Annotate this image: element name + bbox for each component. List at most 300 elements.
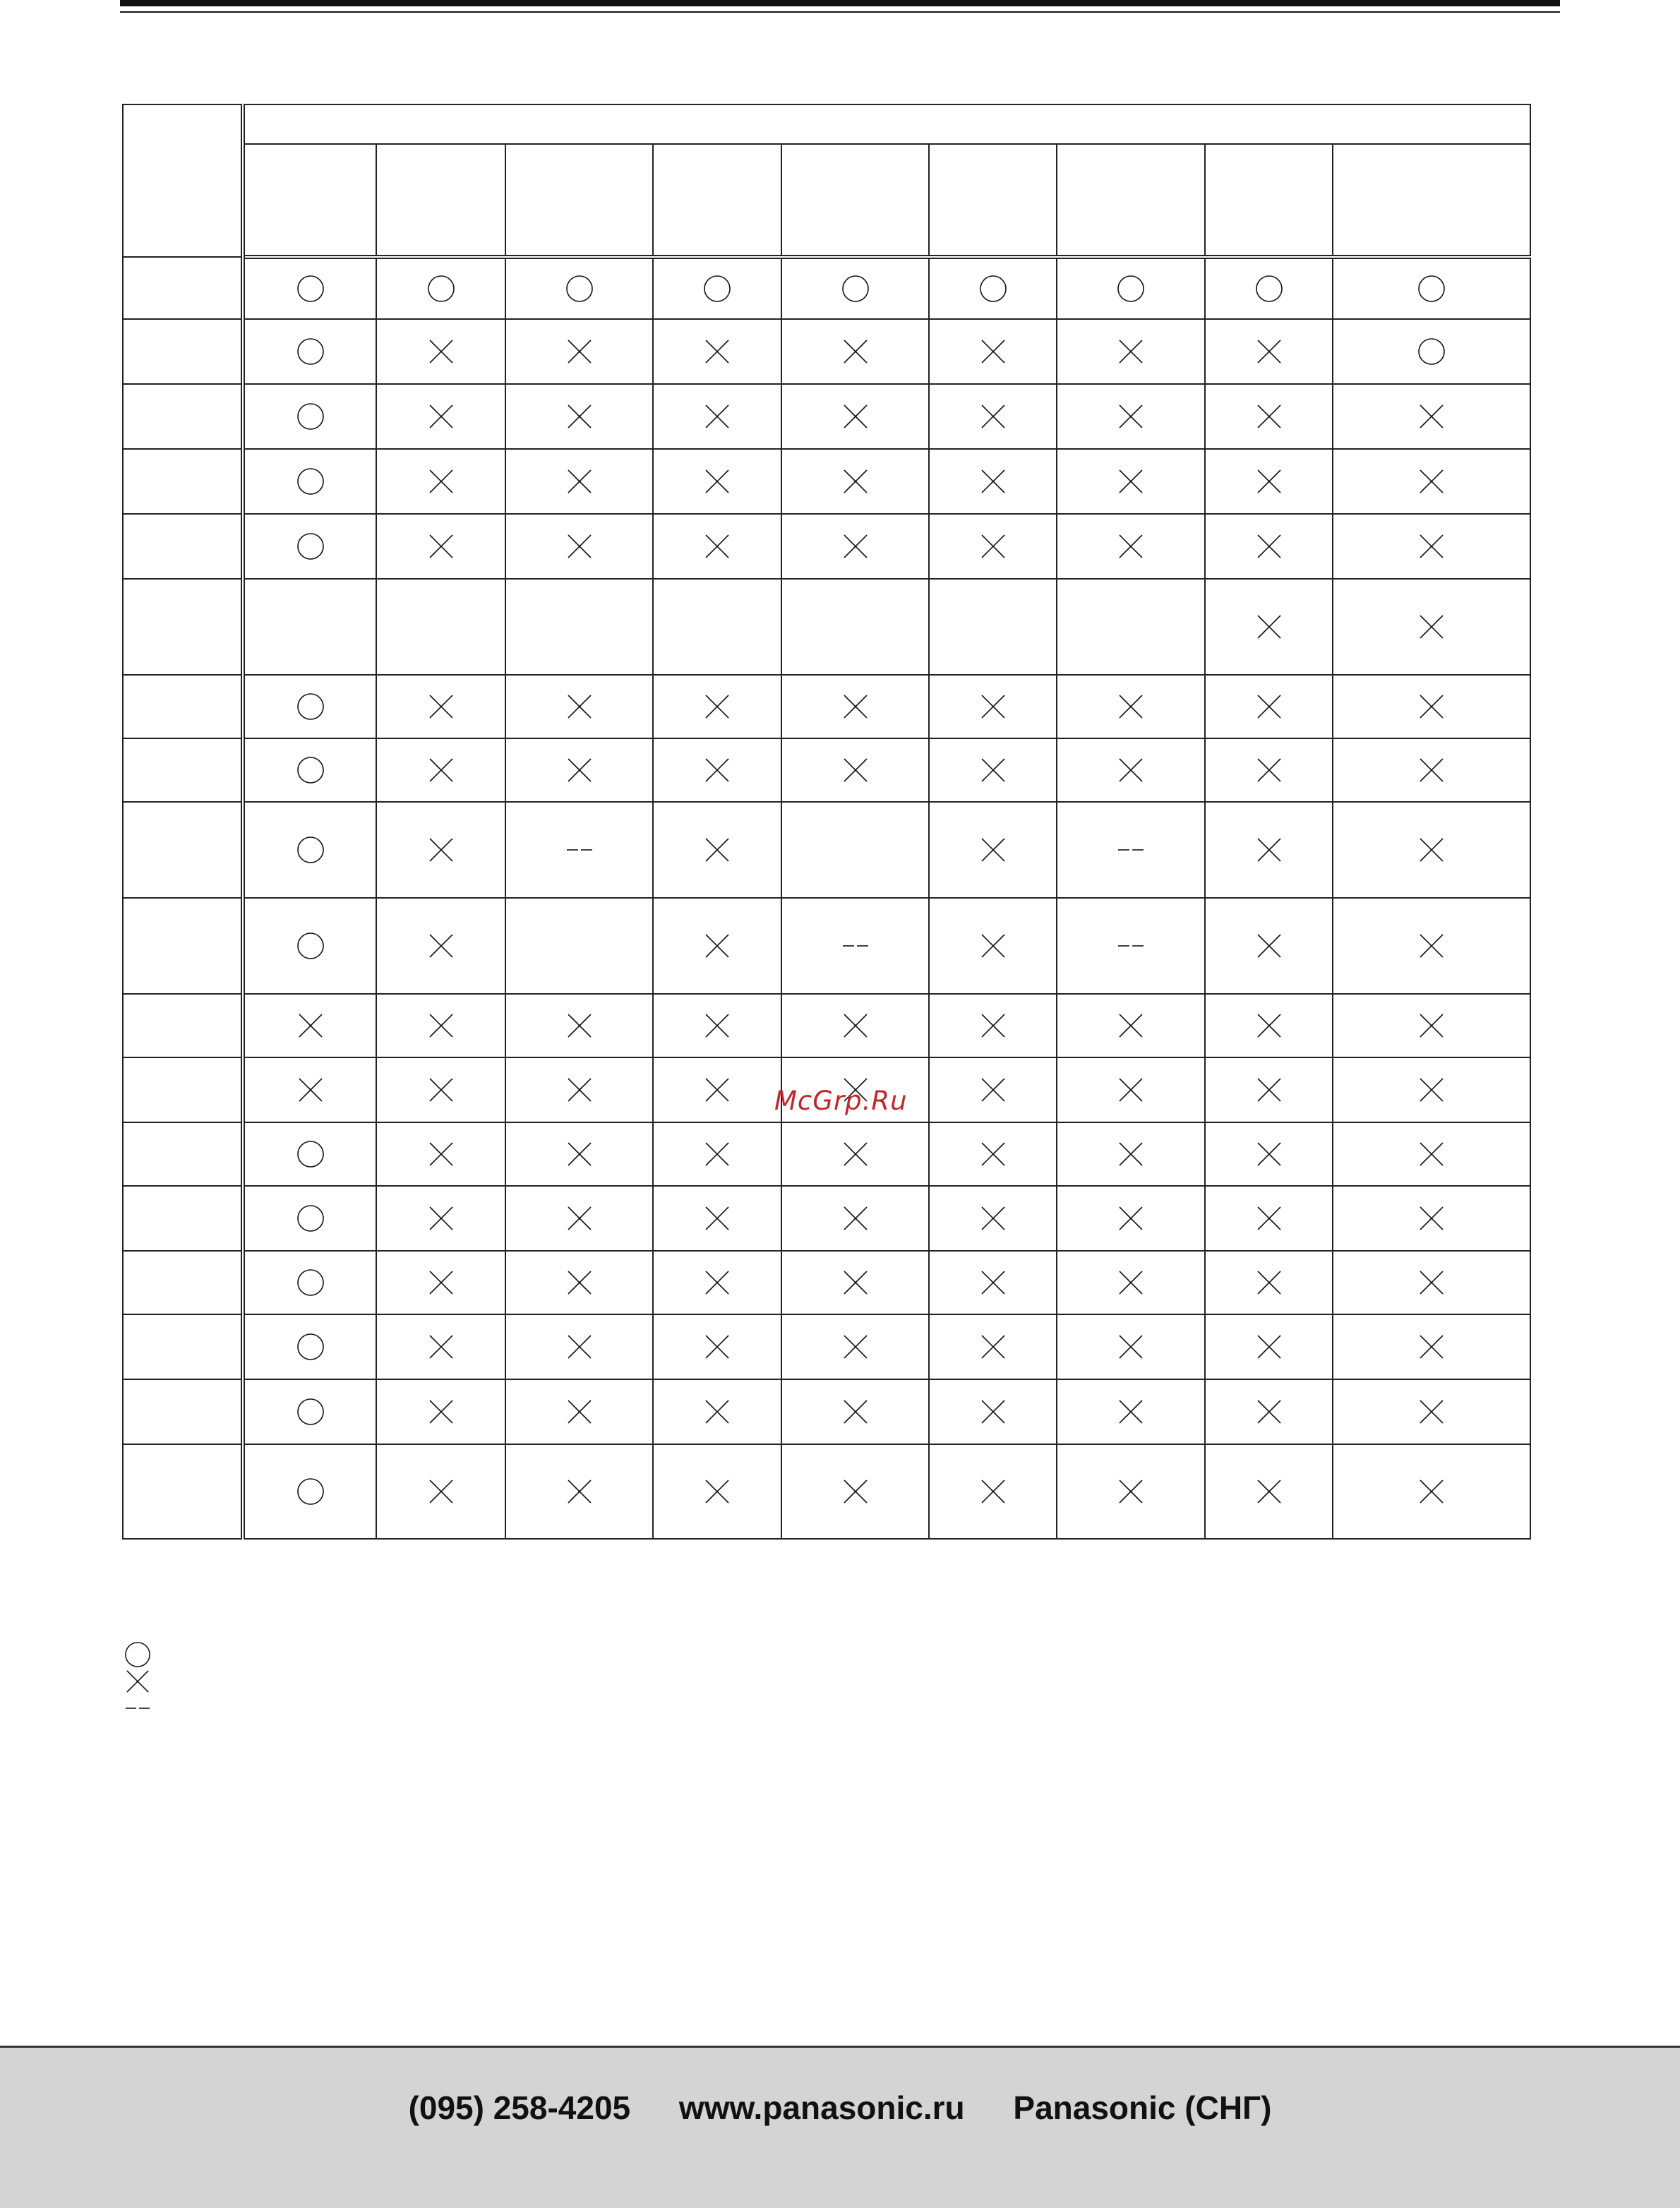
table-cell bbox=[1333, 579, 1530, 675]
table-cell bbox=[505, 675, 653, 738]
table-cell bbox=[376, 319, 505, 384]
cross-icon bbox=[703, 1076, 731, 1104]
column-header bbox=[1057, 144, 1205, 257]
cross-icon bbox=[1417, 1012, 1446, 1040]
cross-icon bbox=[841, 467, 870, 496]
cross-icon bbox=[565, 1477, 594, 1506]
table-cell bbox=[1057, 1057, 1205, 1122]
legend-item-dash bbox=[124, 1695, 151, 1722]
cross-icon bbox=[296, 1012, 325, 1040]
table-cell bbox=[781, 1314, 929, 1379]
table-cell bbox=[243, 1379, 376, 1444]
cross-icon bbox=[427, 337, 455, 366]
cross-icon bbox=[1417, 532, 1446, 560]
row-header bbox=[123, 449, 243, 514]
table-cell bbox=[1205, 898, 1333, 994]
cross-icon bbox=[1417, 1398, 1446, 1426]
table-cell bbox=[929, 1444, 1057, 1539]
table-cell bbox=[1333, 994, 1530, 1057]
table-cell bbox=[243, 802, 376, 898]
circle-icon bbox=[1417, 275, 1446, 303]
table-cell bbox=[1333, 802, 1530, 898]
table-cell bbox=[1057, 738, 1205, 802]
cross-icon bbox=[427, 1477, 455, 1506]
cross-icon bbox=[427, 1398, 455, 1426]
cross-icon bbox=[1255, 932, 1283, 960]
table-cell bbox=[505, 1057, 653, 1122]
cross-icon bbox=[1417, 836, 1446, 864]
table-cell bbox=[1333, 1379, 1530, 1444]
table-cell bbox=[781, 675, 929, 738]
table-cell bbox=[1057, 675, 1205, 738]
table-cell bbox=[376, 514, 505, 579]
circle-icon bbox=[296, 1398, 325, 1426]
row-header bbox=[123, 994, 243, 1057]
table-cell bbox=[243, 1186, 376, 1251]
circle-icon bbox=[296, 692, 325, 721]
cross-icon bbox=[1255, 692, 1283, 721]
table-row bbox=[123, 802, 1530, 898]
cross-icon bbox=[1417, 692, 1446, 721]
table-cell bbox=[929, 579, 1057, 675]
cross-icon bbox=[427, 532, 455, 560]
table-cell bbox=[505, 384, 653, 449]
footer-bar bbox=[0, 2046, 1680, 2208]
footer-contact-line bbox=[0, 2089, 1680, 2127]
table-cell bbox=[376, 1186, 505, 1251]
row-header bbox=[123, 738, 243, 802]
cross-icon bbox=[703, 1477, 731, 1506]
cross-icon bbox=[703, 692, 731, 721]
table-cell bbox=[781, 319, 929, 384]
table-cell bbox=[376, 994, 505, 1057]
circle-icon bbox=[703, 275, 731, 303]
cross-icon bbox=[565, 1398, 594, 1426]
table-cell bbox=[376, 802, 505, 898]
cross-icon bbox=[979, 1076, 1007, 1104]
table-cell bbox=[505, 1314, 653, 1379]
cross-icon bbox=[565, 756, 594, 784]
cross-icon bbox=[427, 402, 455, 431]
table-cell bbox=[781, 514, 929, 579]
table-cell bbox=[243, 1057, 376, 1122]
table-cell bbox=[1333, 384, 1530, 449]
cross-icon bbox=[296, 1076, 325, 1104]
cross-icon bbox=[565, 1076, 594, 1104]
table-cell bbox=[505, 319, 653, 384]
table-cell bbox=[376, 1444, 505, 1539]
table-cell bbox=[1057, 1444, 1205, 1539]
table-row bbox=[123, 1251, 1530, 1314]
cross-icon bbox=[841, 1477, 870, 1506]
cross-icon bbox=[1417, 756, 1446, 784]
footer-company: Panasonic (СНГ) bbox=[1013, 2089, 1272, 2126]
row-header bbox=[123, 1122, 243, 1186]
cross-icon bbox=[979, 1333, 1007, 1361]
table-cell bbox=[1057, 898, 1205, 994]
cross-icon bbox=[703, 1012, 731, 1040]
table-cell bbox=[505, 738, 653, 802]
cross-icon bbox=[1417, 932, 1446, 960]
table-row bbox=[123, 579, 1530, 675]
cross-icon bbox=[1255, 1398, 1283, 1426]
table-cell bbox=[929, 257, 1057, 319]
cross-icon bbox=[1255, 836, 1283, 864]
cross-icon bbox=[124, 1668, 151, 1695]
table-cell bbox=[781, 579, 929, 675]
cross-icon bbox=[427, 467, 455, 496]
table-cell bbox=[1333, 1444, 1530, 1539]
table-cell bbox=[1057, 994, 1205, 1057]
column-header bbox=[781, 144, 929, 257]
row-header bbox=[123, 1444, 243, 1539]
table-cell bbox=[1057, 449, 1205, 514]
row-header bbox=[123, 675, 243, 738]
table-cell bbox=[1333, 738, 1530, 802]
table-cell bbox=[1057, 1314, 1205, 1379]
cross-icon bbox=[1117, 467, 1145, 496]
cross-icon bbox=[1255, 467, 1283, 496]
cross-icon bbox=[565, 337, 594, 366]
table-cell bbox=[653, 994, 781, 1057]
table-cell bbox=[376, 1122, 505, 1186]
table-cell bbox=[1057, 257, 1205, 319]
table-cell bbox=[1057, 1122, 1205, 1186]
table-cell bbox=[929, 898, 1057, 994]
cross-icon bbox=[841, 1398, 870, 1426]
table-cell bbox=[653, 802, 781, 898]
table-cell bbox=[376, 449, 505, 514]
row-header bbox=[123, 384, 243, 449]
circle-icon bbox=[979, 275, 1007, 303]
cross-icon bbox=[1255, 1012, 1283, 1040]
cross-icon bbox=[565, 692, 594, 721]
cross-icon bbox=[1255, 1076, 1283, 1104]
table-cell bbox=[505, 514, 653, 579]
table-cell bbox=[929, 994, 1057, 1057]
table-cell bbox=[243, 579, 376, 675]
cross-icon bbox=[1117, 756, 1145, 784]
cross-icon bbox=[1417, 1333, 1446, 1361]
circle-icon bbox=[1255, 275, 1283, 303]
table-cell bbox=[1205, 1251, 1333, 1314]
row-header bbox=[123, 1379, 243, 1444]
cross-icon bbox=[1117, 1268, 1145, 1297]
table-row bbox=[123, 898, 1530, 994]
cross-icon bbox=[1255, 756, 1283, 784]
cross-icon bbox=[427, 836, 455, 864]
cross-icon bbox=[565, 1140, 594, 1168]
table-cell bbox=[505, 579, 653, 675]
cross-icon bbox=[427, 1012, 455, 1040]
table-cell bbox=[1333, 898, 1530, 994]
table-group-header bbox=[243, 104, 1530, 144]
table-cell bbox=[1205, 514, 1333, 579]
cross-icon bbox=[841, 1140, 870, 1168]
cross-icon bbox=[979, 1477, 1007, 1506]
table-cell bbox=[376, 579, 505, 675]
table-cell bbox=[1057, 1186, 1205, 1251]
table-cell bbox=[376, 1251, 505, 1314]
table-cell bbox=[1057, 802, 1205, 898]
cross-icon bbox=[427, 756, 455, 784]
table-cell bbox=[653, 579, 781, 675]
circle-icon bbox=[296, 275, 325, 303]
cross-icon bbox=[1255, 613, 1283, 641]
table-cell bbox=[1057, 579, 1205, 675]
watermark: McGrp.Ru bbox=[774, 1086, 908, 1116]
table-cell bbox=[929, 1251, 1057, 1314]
circle-icon bbox=[296, 337, 325, 366]
table-cell bbox=[505, 1379, 653, 1444]
table-cell bbox=[1205, 257, 1333, 319]
cross-icon bbox=[565, 1204, 594, 1232]
cross-icon bbox=[427, 692, 455, 721]
circle-icon bbox=[124, 1641, 151, 1668]
cross-icon bbox=[703, 1398, 731, 1426]
table-cell bbox=[929, 675, 1057, 738]
table-cell bbox=[929, 449, 1057, 514]
cross-icon bbox=[703, 836, 731, 864]
table-cell bbox=[1333, 1057, 1530, 1122]
table-cell bbox=[1205, 1314, 1333, 1379]
table-cell bbox=[781, 449, 929, 514]
table-cell bbox=[1057, 319, 1205, 384]
cross-icon bbox=[841, 1204, 870, 1232]
cross-icon bbox=[979, 1268, 1007, 1297]
table-row bbox=[123, 1122, 1530, 1186]
row-header bbox=[123, 319, 243, 384]
table-cell bbox=[653, 1379, 781, 1444]
cross-icon bbox=[979, 402, 1007, 431]
table-cell bbox=[505, 1186, 653, 1251]
cross-icon bbox=[1255, 1477, 1283, 1506]
cross-icon bbox=[1417, 613, 1446, 641]
cross-icon bbox=[841, 337, 870, 366]
cross-icon bbox=[703, 337, 731, 366]
cross-icon bbox=[703, 1268, 731, 1297]
cross-icon bbox=[1117, 692, 1145, 721]
table-cell bbox=[1333, 675, 1530, 738]
row-header bbox=[123, 1057, 243, 1122]
cross-icon bbox=[841, 1268, 870, 1297]
cross-icon bbox=[979, 1140, 1007, 1168]
table-cell bbox=[1205, 1379, 1333, 1444]
table-cell bbox=[653, 514, 781, 579]
footer-website[interactable]: www.panasonic.ru bbox=[678, 2089, 965, 2126]
cross-icon bbox=[565, 532, 594, 560]
column-header bbox=[1205, 144, 1333, 257]
table-row bbox=[123, 257, 1530, 319]
row-header bbox=[123, 1314, 243, 1379]
table-cell bbox=[243, 514, 376, 579]
cross-icon bbox=[703, 1333, 731, 1361]
table-row bbox=[123, 1186, 1530, 1251]
cross-icon bbox=[1255, 1204, 1283, 1232]
legend-item-circle bbox=[124, 1641, 151, 1668]
table-cell bbox=[505, 449, 653, 514]
top-rule-thick bbox=[120, 0, 1560, 6]
table-cell bbox=[376, 257, 505, 319]
table-cell bbox=[243, 384, 376, 449]
cross-icon bbox=[841, 692, 870, 721]
table-cell bbox=[1333, 319, 1530, 384]
cross-icon bbox=[703, 467, 731, 496]
table-cell bbox=[1205, 1057, 1333, 1122]
circle-icon bbox=[1117, 275, 1145, 303]
table-cell bbox=[1057, 384, 1205, 449]
table-cell bbox=[781, 1444, 929, 1539]
table-cell bbox=[1333, 1122, 1530, 1186]
table-cell bbox=[243, 257, 376, 319]
table-row bbox=[123, 675, 1530, 738]
table-cell bbox=[653, 384, 781, 449]
table-cell bbox=[376, 898, 505, 994]
footer-phone: (095) 258-4205 bbox=[408, 2089, 631, 2126]
table-cell bbox=[1205, 738, 1333, 802]
dash-icon bbox=[1117, 932, 1145, 960]
cross-icon bbox=[1417, 1076, 1446, 1104]
table-cell bbox=[1205, 319, 1333, 384]
table-cell bbox=[653, 738, 781, 802]
cross-icon bbox=[1117, 1204, 1145, 1232]
circle-icon bbox=[296, 756, 325, 784]
table-cell bbox=[929, 1057, 1057, 1122]
cross-icon bbox=[979, 932, 1007, 960]
cross-icon bbox=[703, 1140, 731, 1168]
table-cell bbox=[929, 319, 1057, 384]
circle-icon bbox=[565, 275, 594, 303]
cross-icon bbox=[979, 692, 1007, 721]
table-cell bbox=[243, 319, 376, 384]
circle-icon bbox=[841, 275, 870, 303]
table-cell bbox=[1333, 449, 1530, 514]
cross-icon bbox=[979, 467, 1007, 496]
cross-icon bbox=[979, 532, 1007, 560]
dash-icon bbox=[565, 836, 594, 864]
top-rule-thin bbox=[120, 11, 1560, 13]
table-cell bbox=[1205, 994, 1333, 1057]
cross-icon bbox=[841, 1012, 870, 1040]
cross-icon bbox=[427, 1140, 455, 1168]
column-header bbox=[505, 144, 653, 257]
table-cell bbox=[1333, 1251, 1530, 1314]
cross-icon bbox=[1417, 1477, 1446, 1506]
dash-icon bbox=[1117, 836, 1145, 864]
cross-icon bbox=[427, 1076, 455, 1104]
table-cell bbox=[653, 1186, 781, 1251]
cross-icon bbox=[1255, 1140, 1283, 1168]
table-cell bbox=[781, 384, 929, 449]
cross-icon bbox=[1255, 402, 1283, 431]
dash-icon bbox=[841, 932, 870, 960]
circle-icon bbox=[296, 1268, 325, 1297]
cross-icon bbox=[1117, 1477, 1145, 1506]
table-cell bbox=[243, 994, 376, 1057]
table-cell bbox=[243, 449, 376, 514]
table-row bbox=[123, 384, 1530, 449]
table-cell bbox=[376, 1057, 505, 1122]
table-cell bbox=[929, 738, 1057, 802]
table-cell bbox=[376, 384, 505, 449]
cross-icon bbox=[1255, 532, 1283, 560]
table-cell bbox=[1205, 1122, 1333, 1186]
row-header bbox=[123, 802, 243, 898]
table-cell bbox=[781, 257, 929, 319]
table-cell bbox=[653, 1251, 781, 1314]
cross-icon bbox=[979, 1204, 1007, 1232]
table-cell bbox=[243, 1122, 376, 1186]
cross-icon bbox=[703, 532, 731, 560]
table-cell bbox=[929, 384, 1057, 449]
table-cell bbox=[653, 675, 781, 738]
cross-icon bbox=[1117, 1333, 1145, 1361]
table-cell bbox=[505, 1444, 653, 1539]
legend bbox=[124, 1641, 151, 1722]
circle-icon bbox=[296, 1140, 325, 1168]
table-cell bbox=[929, 1186, 1057, 1251]
cross-icon bbox=[1417, 402, 1446, 431]
circle-icon bbox=[427, 275, 455, 303]
circle-icon bbox=[296, 1333, 325, 1361]
cross-icon bbox=[1255, 1333, 1283, 1361]
cross-icon bbox=[1117, 337, 1145, 366]
column-header bbox=[1333, 144, 1530, 257]
table-row bbox=[123, 319, 1530, 384]
cross-icon bbox=[565, 402, 594, 431]
table-cell bbox=[653, 1444, 781, 1539]
cross-icon bbox=[703, 932, 731, 960]
table-cell bbox=[653, 898, 781, 994]
row-header bbox=[123, 514, 243, 579]
table-cell bbox=[1333, 1186, 1530, 1251]
table-cell bbox=[243, 738, 376, 802]
table-cell bbox=[376, 675, 505, 738]
cross-icon bbox=[427, 1268, 455, 1297]
table-row bbox=[123, 1379, 1530, 1444]
cross-icon bbox=[1117, 402, 1145, 431]
table-cell bbox=[243, 898, 376, 994]
table-cell bbox=[781, 898, 929, 994]
table-corner-header bbox=[123, 104, 243, 257]
cross-icon bbox=[703, 756, 731, 784]
table-row bbox=[123, 1444, 1530, 1539]
circle-icon bbox=[1417, 337, 1446, 366]
cross-icon bbox=[979, 1012, 1007, 1040]
cross-icon bbox=[427, 932, 455, 960]
dash-icon bbox=[124, 1695, 151, 1722]
cross-icon bbox=[979, 337, 1007, 366]
table-cell bbox=[929, 1122, 1057, 1186]
table-cell bbox=[929, 1379, 1057, 1444]
table-cell bbox=[1205, 579, 1333, 675]
cross-icon bbox=[1117, 1076, 1145, 1104]
table-cell bbox=[653, 1057, 781, 1122]
table-row bbox=[123, 1314, 1530, 1379]
table-cell bbox=[376, 1379, 505, 1444]
table-cell bbox=[781, 738, 929, 802]
table-row bbox=[123, 449, 1530, 514]
column-header bbox=[376, 144, 505, 257]
compatibility-table bbox=[122, 104, 1531, 1540]
table-row bbox=[123, 994, 1530, 1057]
table-cell bbox=[505, 1251, 653, 1314]
table-cell bbox=[1205, 384, 1333, 449]
cross-icon bbox=[841, 756, 870, 784]
row-header bbox=[123, 257, 243, 319]
table-cell bbox=[653, 319, 781, 384]
legend-item-cross bbox=[124, 1668, 151, 1695]
